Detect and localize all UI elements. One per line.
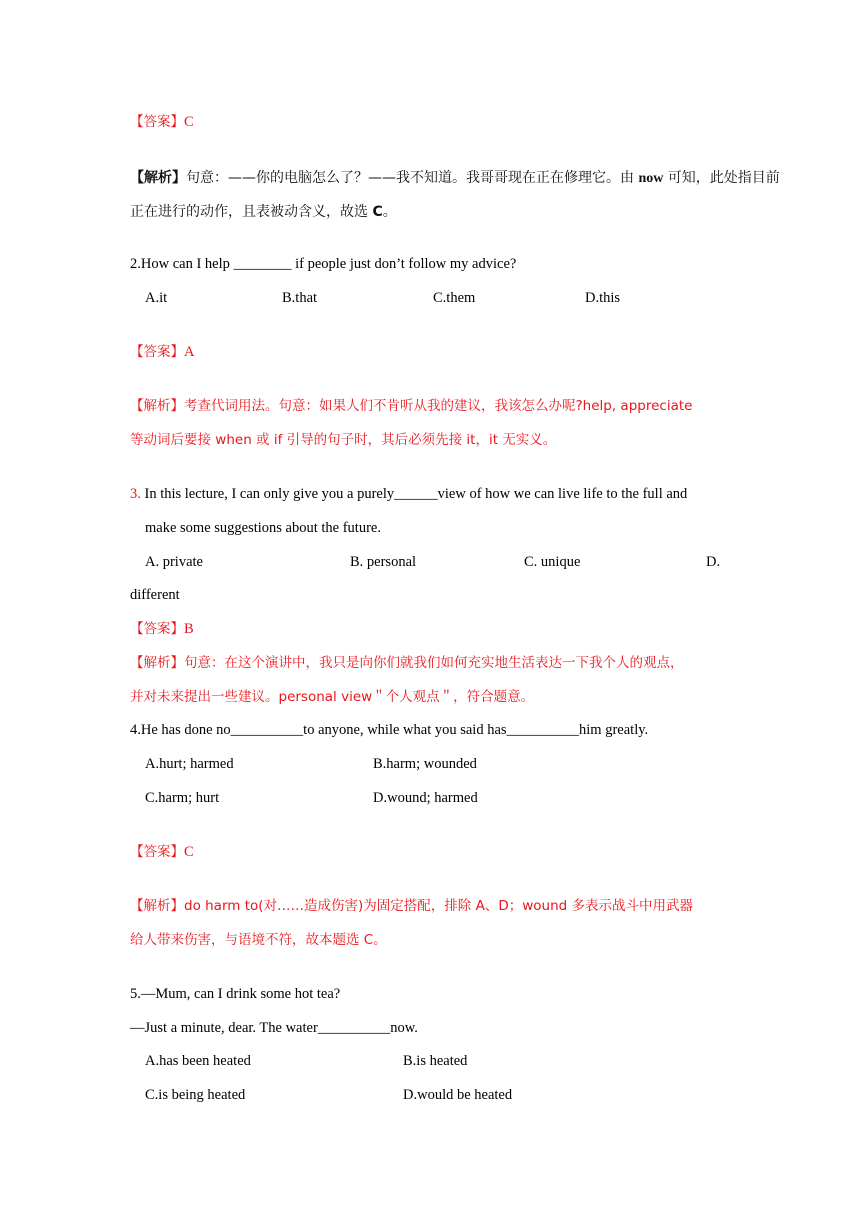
analysis-3-line-2: 并对未来提出一些建议。personal view＂个人观点＂，符合题意。	[130, 689, 535, 705]
analysis-text: 句意：——你的电脑怎么了？——我不知道。我哥哥现在正在修理它。由	[186, 170, 639, 186]
analysis-tag: 【解析】	[130, 170, 186, 186]
analysis-text: 可知，此处指目前	[663, 170, 780, 186]
analysis-3-line-1	[130, 653, 684, 673]
q2-option-a: A.it	[145, 290, 168, 306]
answer-value: C	[184, 844, 194, 860]
analysis-2-line-1	[130, 396, 692, 416]
analysis-text: 句意：在这个演讲中，我只是向你	[184, 655, 387, 671]
q4-option-b: B.harm; wounded	[373, 756, 477, 772]
analysis-text: 考查代词用法。句意：如果人们不肯听从我的建议，我该怎么办呢?help, appreciate	[184, 398, 693, 414]
q4-option-c: C.harm; hurt	[145, 790, 220, 806]
answer-4	[130, 842, 194, 862]
answer-value: B	[184, 621, 194, 637]
answer-tag: 【答案】	[130, 344, 184, 360]
analysis-tag: 【解析】	[130, 398, 184, 414]
q2-option-d: D.this	[585, 290, 621, 306]
analysis-text: 正在进行的动作，且表被动含义，故选	[130, 204, 373, 220]
answer-tag: 【答案】	[130, 621, 184, 637]
analysis-4-line-1	[130, 896, 693, 916]
question-5-line-1: 5.—Mum, can I drink some hot tea?	[130, 986, 341, 1002]
analysis-keyword: C	[372, 204, 383, 220]
answer-2	[130, 342, 194, 362]
answer-value: C	[184, 114, 194, 130]
analysis-1-line-2	[130, 201, 397, 221]
question-3-line-1	[130, 484, 687, 504]
answer-1	[130, 112, 194, 132]
q4-option-d: D.wound; harmed	[373, 790, 478, 806]
q5-option-a: A.has been heated	[145, 1053, 251, 1069]
analysis-1-line-1	[130, 167, 780, 187]
question-text: In this lecture, I can only give you a purely______view of how we can live life to the full and	[140, 486, 688, 502]
analysis-text: 。	[382, 204, 397, 220]
q5-option-b: B.is heated	[403, 1053, 468, 1069]
answer-3	[130, 619, 194, 639]
analysis-2-line-2: 等动词后要接 when 或 if 引导的句子时，其后必须先接 it，it 无实义。	[130, 432, 557, 448]
q3-option-d: D.	[706, 554, 721, 570]
q3-option-d-continued: different	[130, 587, 180, 603]
analysis-keyword: now	[638, 171, 664, 186]
analysis-tag: 【解析】	[130, 898, 184, 914]
analysis-4-line-2: 给人带来伤害，与语境不符，故本题选 C。	[130, 932, 387, 948]
q2-option-b: B.that	[282, 290, 318, 306]
q2-option-c: C.them	[433, 290, 476, 306]
q3-option-c: C. unique	[524, 554, 581, 570]
q5-option-d: D.would be heated	[403, 1087, 513, 1103]
answer-tag: 【答案】	[130, 844, 184, 860]
analysis-text: 们就我们如何充实地生活表达一下我个人的观点，	[386, 655, 684, 671]
answer-tag: 【答案】	[130, 114, 184, 130]
q3-option-a: A. private	[145, 554, 203, 570]
q5-option-c: C.is being heated	[145, 1087, 246, 1103]
analysis-text: do harm to(对……造成伤害)为固定搭配，排除 A、D；wound 多表示战斗中用武器	[184, 898, 693, 914]
question-4-stem: 4.He has done no__________to anyone, while what you said has__________him greatly.	[130, 722, 649, 738]
q3-option-b: B. personal	[350, 554, 417, 570]
question-2-stem: 2.How can I help ________ if people just don’t follow my advice?	[130, 256, 517, 272]
question-5-line-2: —Just a minute, dear. The water__________now.	[130, 1020, 418, 1036]
analysis-tag: 【解析】	[130, 655, 184, 671]
question-3-line-2: make some suggestions about the future.	[145, 520, 381, 536]
q4-option-a: A.hurt; harmed	[145, 756, 234, 772]
answer-value: A	[184, 344, 195, 360]
question-number: 3.	[130, 486, 141, 502]
